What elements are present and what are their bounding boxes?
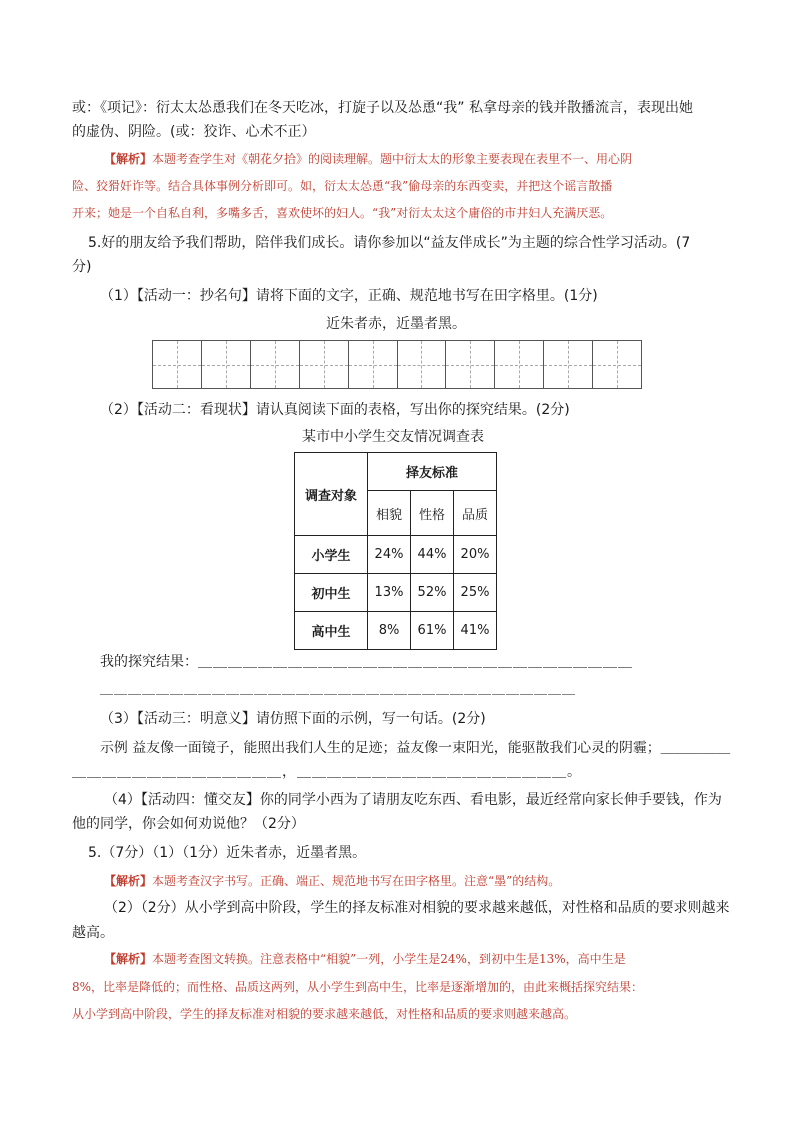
column-header: 性格: [411, 491, 454, 536]
table-row: [295, 574, 497, 612]
result-line1: [100, 652, 633, 672]
table-cell: 24%: [368, 536, 411, 574]
q4-analysis-line1: [104, 150, 632, 168]
q4-answer-line2: 的虚伪、阴险。(或：狡诈、心术不正）: [72, 124, 316, 140]
activity1-prompt: （1）【活动一：抄名句】请将下面的文字，正确、规范地书写在田字格里。(1分): [100, 288, 598, 304]
q4-analysis-line3: 开来；她是一个自私自利，多嘴多舌，喜欢使坏的妇人。“我”对衍太太这个庸俗的市井妇人充满厌恶。: [72, 206, 613, 220]
activity1-sentence: 近朱者赤，近墨者黑。: [326, 316, 466, 332]
grid-cell[interactable]: [446, 341, 495, 388]
table-title: 某市中小学生交友情况调查表: [302, 429, 484, 445]
grid-cell[interactable]: [251, 341, 300, 388]
table-cell: 44%: [411, 536, 454, 574]
grid-cell[interactable]: [495, 341, 544, 388]
analysis-tag: 【解析】: [104, 152, 153, 166]
analysis-tag: 【解析】: [104, 952, 153, 966]
survey-table: [294, 452, 497, 650]
answer1: 5.（7分）（1）（1分）近朱者赤，近墨者黑。: [88, 845, 367, 861]
q5-intro-line2: 分): [72, 259, 92, 275]
result-blank-line2[interactable]: ＿＿＿＿＿＿＿＿＿＿＿＿＿＿＿＿＿＿＿＿＿＿＿＿＿＿＿＿＿＿＿＿＿＿: [100, 682, 577, 697]
table-cell: 52%: [411, 574, 454, 612]
analysis-text: 本题考查汉字书写。正确、端正、规范地书写在田字格里。注意“墨”的结构。: [152, 874, 561, 888]
answer2-analysis-line3: 从小学到高中阶段，学生的择友标准对相貌的要求越来越低，对性格和品质的要求则越来越高。: [72, 1007, 577, 1021]
activity3-prompt: （3）【活动三：明意义】请仿照下面的示例，写一句话。(2分): [100, 711, 486, 727]
grid-cell[interactable]: [544, 341, 593, 388]
q5-intro-line1: 5.好的朋友给予我们帮助，陪伴我们成长。请你参加以“益友伴成长”为主题的综合性学习活动。(7: [88, 235, 691, 251]
table-cell: 25%: [454, 574, 497, 612]
answer2-line1: （2）（2分）从小学到高中阶段，学生的择友标准对相貌的要求越来越低，对性格和品质的要求则越来: [104, 900, 730, 916]
table-cell: 61%: [411, 612, 454, 650]
activity3-example[interactable]: 示例 益友像一面镜子，能照出我们人生的足迹；益友像一束阳光，能驱散我们心灵的阴霾；＿＿＿＿＿: [100, 740, 731, 756]
group-header-cell: 择友标准: [368, 453, 497, 491]
q4-answer-line1: 或：《项记》：衍太太怂恿我们在冬天吃冰，打旋子以及怂恿“我” 私拿母亲的钱并散播流言，表现出她: [72, 100, 693, 116]
table-cell: 20%: [454, 536, 497, 574]
analysis-tag: 【解析】: [104, 874, 153, 888]
activity3-blank[interactable]: ＿＿＿＿＿＿＿＿＿＿＿＿＿＿，＿＿＿＿＿＿＿＿＿＿＿＿＿＿＿＿＿＿。: [72, 764, 582, 780]
analysis-text: 本题考查图文转换。注意表格中“相貌”一列，小学生是24%，到初中生是13%，高中生是: [152, 952, 626, 966]
table-row: [295, 536, 497, 574]
activity4-line2: 他的同学，你会如何劝说他？（2分）: [72, 816, 305, 832]
column-header: 品质: [454, 491, 497, 536]
row-header-cell: 调查对象: [295, 453, 368, 536]
tianzige-grid[interactable]: [152, 340, 642, 389]
table-cell: 41%: [454, 612, 497, 650]
table-cell: 8%: [368, 612, 411, 650]
grid-cell[interactable]: [202, 341, 251, 388]
column-header: 相貌: [368, 491, 411, 536]
grid-cell[interactable]: [349, 341, 398, 388]
result-label: 我的探究结果：: [100, 654, 198, 670]
grid-cell[interactable]: [153, 341, 202, 388]
answer2-line2: 越高。: [72, 925, 114, 941]
table-cell: 13%: [368, 574, 411, 612]
answer1-analysis: [104, 872, 560, 890]
activity4-line1: （4）【活动四：懂交友】你的同学小西为了请朋友吃东西、看电影，最近经常向家长伸手要钱，作为: [104, 792, 722, 808]
table-row: [295, 612, 497, 650]
grid-cell[interactable]: [593, 341, 641, 388]
grid-cell[interactable]: [300, 341, 349, 388]
analysis-text: 本题考查学生对《朝花夕拾》的阅读理解。题中衍太太的形象主要表现在表里不一、用心阴: [152, 152, 633, 166]
activity2-prompt: （2）【活动二：看现状】请认真阅读下面的表格，写出你的探究结果。(2分): [100, 402, 570, 418]
row-label: 小学生: [295, 536, 368, 574]
row-label: 高中生: [295, 612, 368, 650]
result-blank[interactable]: ＿＿＿＿＿＿＿＿＿＿＿＿＿＿＿＿＿＿＿＿＿＿＿＿＿＿＿＿＿: [198, 654, 633, 670]
answer2-analysis-line2: 8%，比率是降低的；而性格、品质这两列，从小学生到高中生，比率是逐渐增加的，由此来概括探究结果：: [72, 980, 644, 994]
row-label: 初中生: [295, 574, 368, 612]
answer2-analysis-line1: [104, 950, 626, 968]
grid-cell[interactable]: [398, 341, 447, 388]
q4-analysis-line2: 险、狡猾奸诈等。结合具体事例分析即可。如，衍太太怂恿“我”偷母亲的东西变卖，并把这个谣言散播: [72, 179, 613, 193]
